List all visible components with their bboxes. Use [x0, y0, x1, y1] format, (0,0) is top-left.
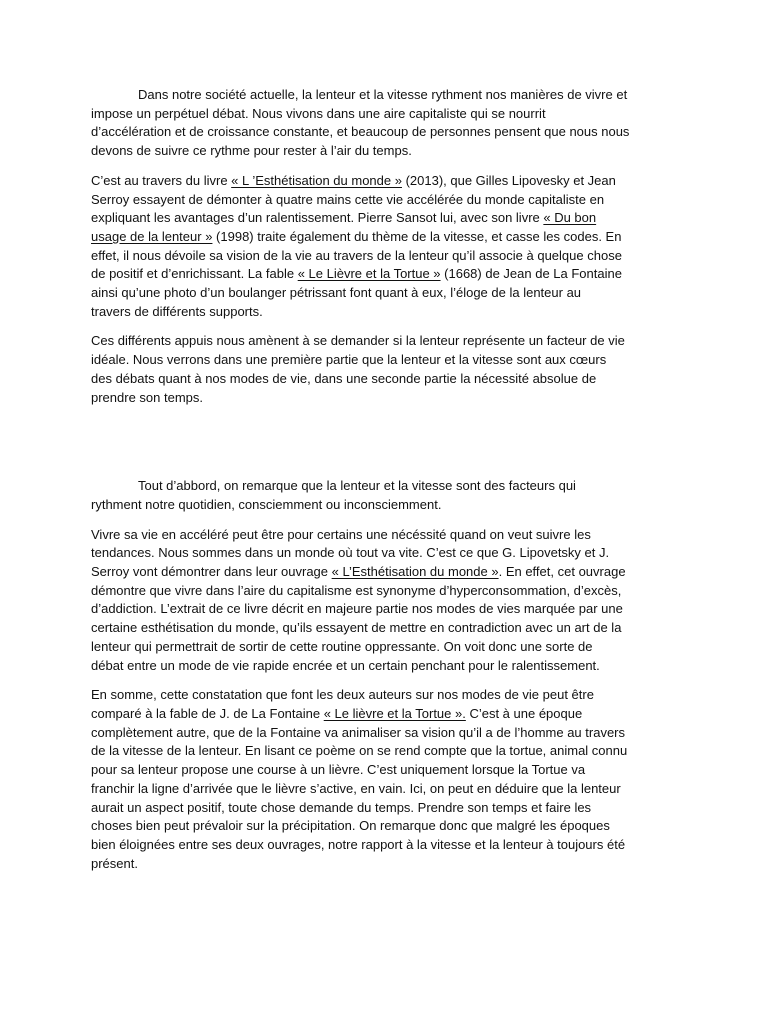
part-one-intro-paragraph — [91, 477, 691, 514]
text-line — [91, 228, 691, 247]
text-line: lenteur qui permettrait de sortir de cette routine oppressante. On voit donc une sorte de — [91, 638, 593, 654]
text-line: d’addiction. L’extrait de ce livre décrit en majeure partie nos modes de vies marquée par une — [91, 601, 623, 617]
section-spacer — [91, 418, 691, 477]
text-line: complètement autre, que de la Fontaine va animaliser sa vision qu’il a de l’homme au travers — [91, 724, 625, 740]
text-line: débat entre un mode de vie rapide encrée et un certain penchant pour le ralentissement. — [91, 657, 600, 673]
book-title-esthetisation: « L ’Esthétisation du monde » — [231, 172, 402, 188]
book-title-du-bon-usage: « Du bon — [543, 210, 597, 226]
text-segment: de positif et d’enrichissant. La fable — [91, 266, 298, 282]
text-line: présent. — [91, 855, 138, 871]
text-line: Ces différents appuis nous amènent à se demander si la lenteur représente un facteur de vie — [91, 333, 625, 349]
lipovetsky-paragraph — [91, 526, 691, 676]
text-line: Serroy essayent de démonter à quatre mains cette vie accélérée du monde capitaliste en — [91, 191, 605, 207]
text-line: Dans notre société actuelle, la lenteur et la vitesse rythment nos manières de vivre et — [138, 87, 628, 102]
text-line — [91, 209, 691, 228]
text-line: de la vitesse de la lenteur. En lisant ce poème on se rend compte que la tortue, animal connu — [91, 743, 628, 759]
text-segment: . En effet, cet ouvrage — [498, 564, 626, 580]
text-line: bien éloignées entre ses deux ouvrages, notre rapport à la vitesse et la lenteur à toujours été — [91, 836, 626, 852]
text-line: effet, il nous dévoile sa vision de la vie au travers de la lenteur qu’il associe à quelque chose — [91, 247, 622, 263]
text-line: rythment notre quotidien, consciemment ou inconsciemment. — [91, 496, 442, 512]
text-line: tendances. Nous sommes dans un monde où tout va vite. C’est ce que G. Lipovetsky et J. — [91, 545, 610, 561]
fable-title: « Le Lièvre et la Tortue » — [297, 266, 441, 282]
text-line: idéale. Nous verrons dans une première partie que la lenteur et la vitesse sont aux cœurs — [91, 352, 607, 368]
text-line — [91, 563, 691, 582]
text-line: travers de différents supports. — [91, 303, 263, 319]
text-segment: Serroy vont démontrer dans leur ouvrage — [91, 564, 332, 580]
text-segment: C’est au travers du livre — [91, 172, 232, 188]
text-line: prendre son temps. — [91, 389, 204, 405]
text-segment: comparé à la fable de J. de La Fontaine — [91, 705, 324, 721]
text-line: démontre que vivre dans l’aire du capitalisme est synonyme d’hyperconsommation, d’excès, — [91, 582, 622, 598]
text-segment: (1998) traite également du thème de la vitesse, et casse les codes. En — [212, 228, 622, 244]
text-line: devons de suivre ce rythme pour rester à l’air du temps. — [91, 143, 412, 159]
text-line: franchir la ligne d’arrivée que le lièvre s’active, en vain. Ici, on peut en déduire que la lenteur — [91, 780, 621, 796]
corpus-paragraph — [91, 172, 691, 322]
la-fontaine-paragraph — [91, 686, 691, 873]
fable-title: « Le lièvre et la Tortue ». — [323, 705, 466, 721]
text-line: aurait un aspect positif, toute chose demande du temps. Prendre son temps et faire les — [91, 799, 592, 815]
text-line: ainsi qu’une photo d’un boulanger pétrissant font quant à eux, l’éloge de la lenteur au — [91, 285, 582, 301]
text-line: Vivre sa vie en accéléré peut être pour certains une nécéssité quand on veut suivre les — [91, 526, 591, 542]
text-line: d’accélération et de croissance constante, et beaucoup de personnes pensent que nous nous — [91, 124, 630, 140]
problematique-paragraph — [91, 332, 691, 407]
intro-paragraph — [91, 86, 691, 161]
text-segment: (1668) de Jean de La Fontaine — [440, 266, 622, 282]
book-title-esthetisation: « L’Esthétisation du monde » — [331, 564, 499, 580]
text-segment: (2013), que Gilles Lipovesky et Jean — [401, 172, 616, 188]
text-line — [91, 705, 691, 724]
document-page — [91, 86, 691, 884]
text-line: choses bien peut prévaloir sur la précipitation. On remarque donc que malgré les époques — [91, 818, 610, 834]
text-segment: expliquant les avantages d’un ralentissement. Pierre Sansot lui, avec son livre — [91, 210, 544, 226]
text-segment: C’est à une époque — [465, 705, 583, 721]
text-line: impose un perpétuel débat. Nous vivons dans une aire capitaliste qui se nourrit — [91, 105, 546, 121]
text-line: des débats quant à nos modes de vie, dans une seconde partie la nécessité absolue de — [91, 370, 597, 386]
text-line: certaine esthétisation du monde, qu’ils essayent de mettre en contradiction avec un art de la — [91, 620, 622, 636]
text-line — [91, 172, 691, 191]
text-line: Tout d’abbord, on remarque que la lenteur et la vitesse sont des facteurs qui — [138, 478, 576, 494]
book-title-du-bon-usage: usage de la lenteur » — [91, 228, 213, 244]
text-line: pour sa lenteur propose une course à un lièvre. C’est uniquement lorsque la Tortue va — [91, 762, 586, 778]
text-line: En somme, cette constatation que font les deux auteurs sur nos modes de vie peut être — [91, 687, 594, 703]
text-line — [91, 265, 691, 284]
